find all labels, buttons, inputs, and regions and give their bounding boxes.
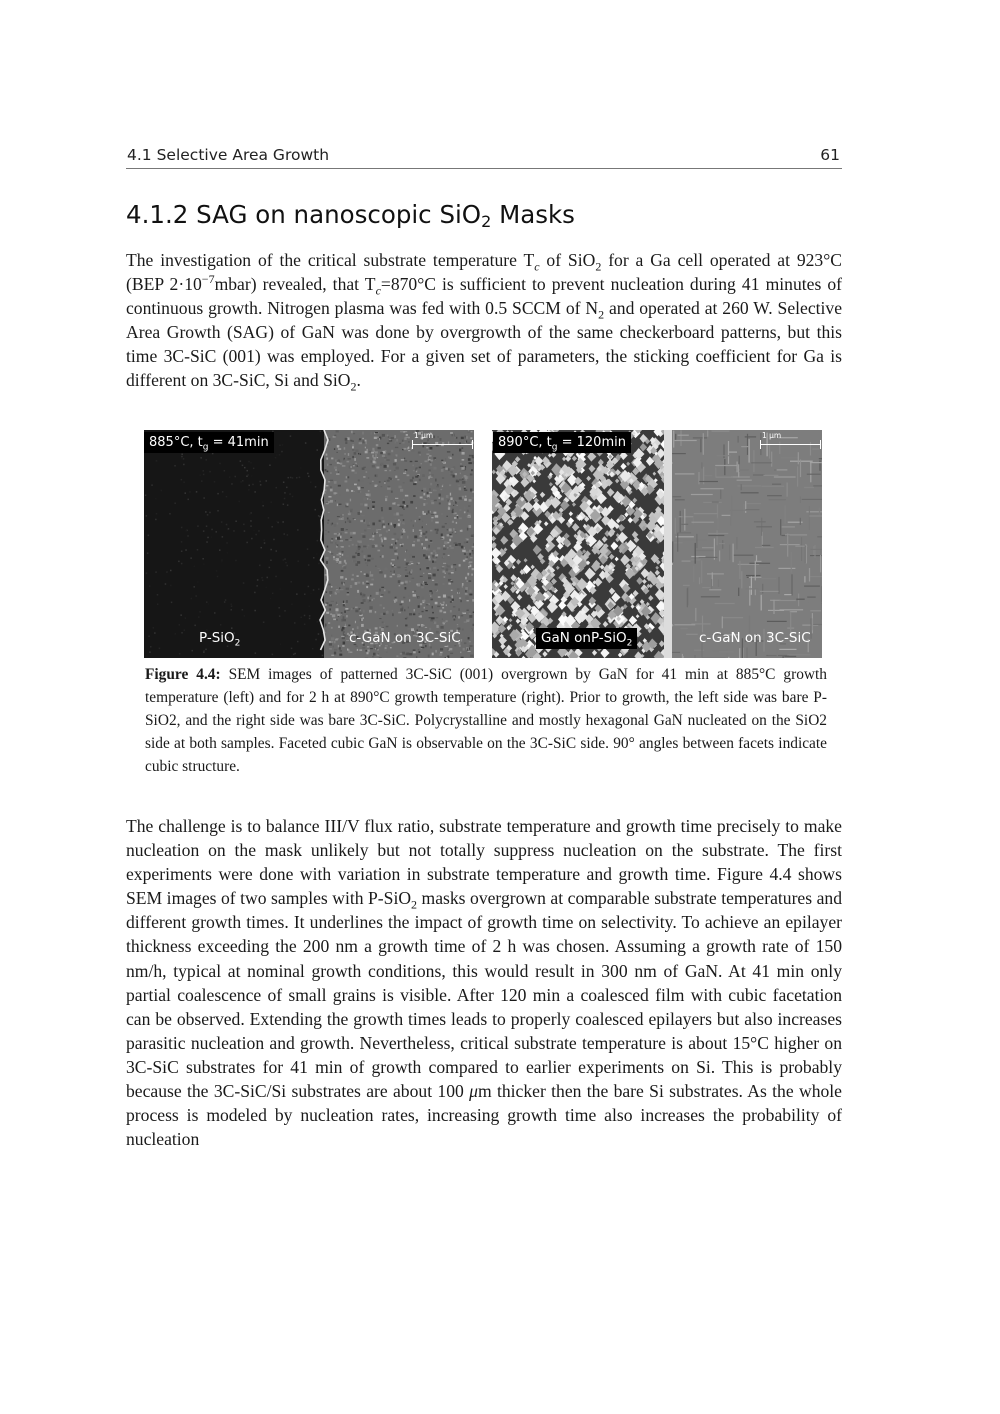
figure-sem-images — [144, 430, 824, 658]
substrate-label-right: c-GaN on 3C-SiC — [699, 630, 811, 646]
scale-bar-right-text: 1 µm — [762, 431, 782, 440]
section-heading-subscript: 2 — [481, 212, 492, 231]
paragraph-discussion: The challenge is to balance III/V flux ratio, substrate temperature and growth time precisely to make nucleation on the mask unlikely but not totally suppress nucleation on the substrate. The first experiments were done with variation in substrate temperature and growth time. Figure 4.4 shows SEM images of two samples with P-SiO$_2$ masks overgrown at comparable substrate temperatures and different growth times. It underlines the impact of growth time on selectivity. To achieve an epilayer thickness exceeding the 200 nm a growth time of 2 h was chosen. Assuming a growth rate of 150 nm/h, typical at nominal growth conditions, this would result in 300 nm of GaN. At 41 min only partial coalescence of small grains is visible. After 120 min a coalesced film with cubic facetation can be observed. Extending the growth times leads to properly coalesced epilayers but also increases parasitic nucleation and growth. Nevertheless, critical substrate temperature is about 15°C higher on 3C-SiC substrates for 41 min of growth compared to earlier experiments on Si. This is probably because the 3C-SiC/Si substrates are about 100 μm thicker then the bare Si substrates. As the whole process is modeled by nucleation rates, increasing growth time also increases the probability of nucleation — [126, 816, 842, 1150]
sem-image-right — [492, 430, 822, 658]
page — [126, 0, 842, 1414]
page-number: 61 — [820, 146, 840, 164]
caption-label: Figure 4.4: — [145, 666, 221, 683]
mask-label-left: P-SiO$_2$ — [199, 630, 241, 649]
sem-image-right-texture — [492, 430, 822, 658]
sem-image-left — [144, 430, 474, 658]
condition-label-right: 890°C, $t_g = 120\min$ — [493, 432, 631, 453]
caption-text: SEM images of patterned 3C-SiC (001) overgrown by GaN for 41 min at 885°C growth temperature (left) and for 2 h at 890°C growth temperature (right). Prior to growth, the left side was bare P-SiO2, and the right side was bare 3C-SiC. Polycrystalline and mostly hexagonal GaN nucleated on the SiO2 side at both samples. Faceted cubic GaN is observable on the 3C-SiC side. 90° angles between facets indicate cubic structure. — [145, 666, 827, 775]
mask-label-right: GaN onP-SiO$_2$ — [536, 628, 637, 649]
running-header-section: 4.1 Selective Area Growth — [127, 146, 330, 164]
scale-bar-left-text: 1 µm — [414, 431, 434, 440]
running-header — [126, 144, 842, 169]
substrate-label-left: c-GaN on 3C-SiC — [349, 630, 461, 646]
section-heading-text: 4.1.2 SAG on nanoscopic SiO — [126, 200, 482, 229]
figure-caption — [145, 663, 827, 778]
section-heading-tail: Masks — [491, 200, 575, 229]
scale-bar-right — [760, 432, 822, 448]
section-heading — [126, 200, 575, 231]
paragraph-intro: The investigation of the critical substrate temperature $T_c$ of SiO$_2$ for a Ga cell operated at 923°C (BEP $2\cdot 10^{-7}mbar$) revealed, that $T_c=870^\circ C$ is sufficient to prevent nucleation during 41 minutes of continuous growth. Nitrogen plasma was fed with 0.5 SCCM of $N_2$ and operated at 260 W. Selective Area Growth (SAG) of GaN was done by overgrowth of the same checkerboard patterns, but this time 3C-SiC (001) was employed. For a given set of parameters, the sticking coefficient for Ga is different on 3C-SiC, Si and SiO$_2$. — [126, 250, 843, 394]
sem-image-left-texture — [144, 430, 474, 658]
condition-label-left: 885°C, $t_g = 41\min$ — [144, 432, 274, 453]
scale-bar-left — [412, 432, 474, 448]
